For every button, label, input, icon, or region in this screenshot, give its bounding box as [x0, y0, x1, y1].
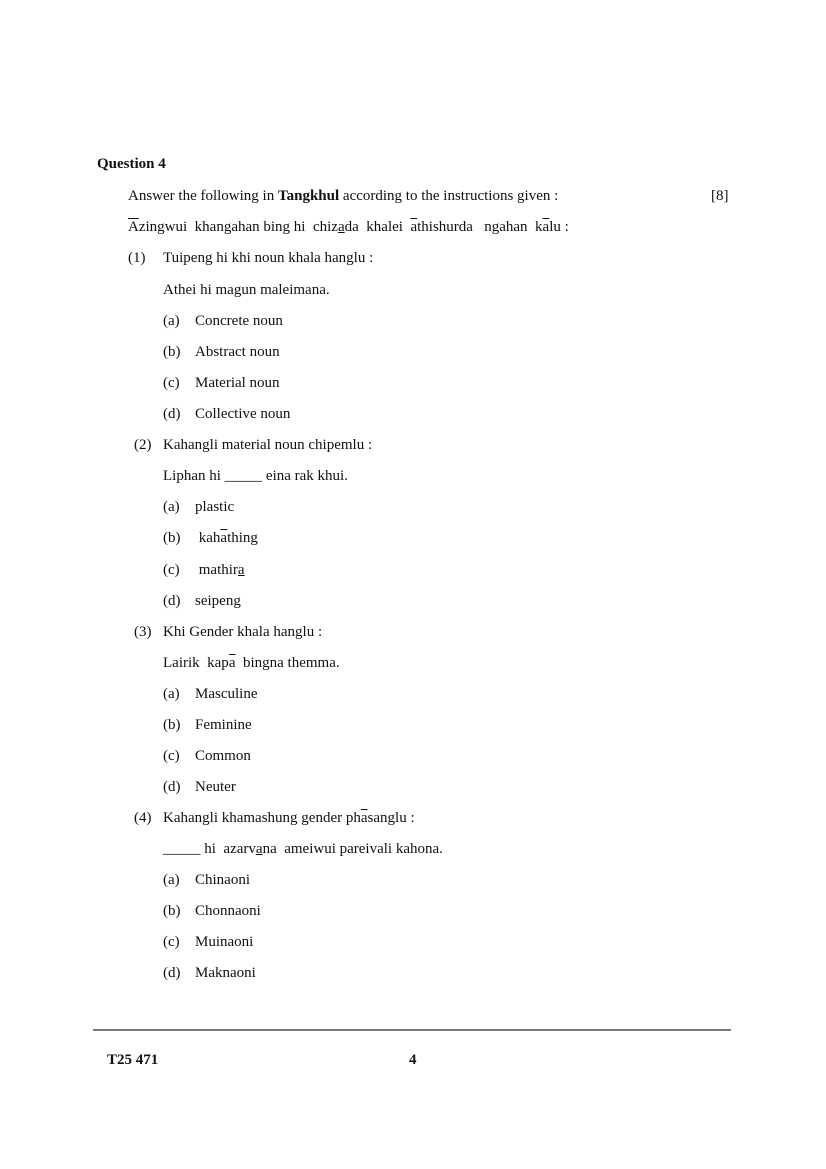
sentence-part: na ameiwui pareivali kahona. [262, 841, 443, 857]
option-letter: (a) [163, 686, 180, 702]
sub-instruction-text: thishurda ngahan k [417, 219, 543, 235]
option-text [195, 529, 258, 547]
option-text: Feminine [195, 717, 252, 733]
option-text: Maknaoni [195, 965, 256, 981]
option-text-part: mathir [195, 562, 238, 578]
footer-code: T25 471 [107, 1052, 159, 1068]
macron-letter: $\overline{a}$ [410, 219, 418, 235]
item-sentence [163, 654, 340, 672]
option-letter: (c) [163, 748, 180, 764]
option-text-part: thing [227, 530, 258, 546]
option-letter: (c) [163, 375, 180, 391]
item-sentence: Liphan hi _____ eina rak khui. [163, 468, 348, 484]
sub-instruction-text: zingwui khangahan bing hi chiz [138, 219, 338, 235]
option-text: plastic [195, 499, 235, 515]
option-letter: (b) [163, 530, 181, 546]
option-letter: (d) [163, 779, 181, 795]
item-number: (4) [134, 810, 152, 826]
option-letter: (a) [163, 313, 180, 329]
option-letter: (a) [163, 499, 180, 515]
item-prompt: Kahangli material noun chipemlu : [163, 437, 373, 453]
option-text: Muinaoni [195, 934, 254, 950]
sentence-part: bingna themma. [235, 655, 340, 671]
item-prompt: Khi Gender khala hanglu : [163, 624, 323, 640]
option-letter: (d) [163, 965, 181, 981]
sub-instruction-text: da khalei [344, 219, 411, 235]
macron-letter: $\overline{a}$ [220, 530, 228, 546]
instruction-text-end: according to the instructions given : [339, 188, 559, 204]
instruction-language: Tangkhul [277, 188, 340, 204]
option-text: Concrete noun [195, 313, 283, 329]
option-text: seipeng [195, 593, 241, 609]
option-letter: (c) [163, 562, 180, 578]
item-number: (3) [134, 624, 152, 640]
option-text: Material noun [195, 375, 280, 391]
item-sentence: Athei hi magun maleimana. [163, 282, 330, 298]
question-heading: Question 4 [97, 156, 166, 172]
option-letter: (d) [163, 406, 181, 422]
option-text: Chinaoni [195, 872, 250, 888]
option-letter: (b) [163, 344, 181, 360]
instruction-text: Answer the following in [128, 188, 278, 204]
option-text-part: kah [195, 530, 221, 546]
option-text: Neuter [195, 779, 236, 795]
item-number: (2) [134, 437, 152, 453]
instruction-line [128, 187, 558, 205]
option-text: Masculine [195, 686, 258, 702]
macron-letter: $\overline{A}$ [128, 219, 139, 235]
sub-instruction-text: lu : [549, 219, 569, 235]
underlined-letter: a [337, 219, 345, 235]
option-text: Collective noun [195, 406, 291, 422]
option-letter: (d) [163, 593, 181, 609]
option-text: Common [195, 748, 251, 764]
marks-label: [8] [711, 188, 729, 204]
option-letter: (a) [163, 872, 180, 888]
underlined-letter: a [237, 562, 245, 578]
item-number: (1) [128, 250, 146, 266]
item-sentence [163, 840, 443, 858]
page-number: 4 [409, 1052, 417, 1068]
macron-letter: $\overline{a}$ [228, 655, 236, 671]
footer-divider [93, 1029, 731, 1031]
macron-letter: $\overline{a}$ [542, 219, 550, 235]
prompt-part: Kahangli khamashung gender ph [163, 810, 361, 826]
option-text: Chonnaoni [195, 903, 261, 919]
sentence-part: _____ hi azarv [163, 841, 256, 857]
underlined-letter: a [255, 841, 263, 857]
option-text: Abstract noun [195, 344, 280, 360]
prompt-part: sanglu : [367, 810, 415, 826]
option-letter: (c) [163, 934, 180, 950]
option-letter: (b) [163, 717, 181, 733]
sub-instruction [128, 218, 569, 236]
option-text [195, 561, 245, 579]
sentence-part: Lairik kap [163, 655, 229, 671]
item-prompt [163, 809, 415, 827]
item-prompt: Tuipeng hi khi noun khala hanglu : [163, 250, 374, 266]
macron-letter: $\overline{a}$ [360, 810, 368, 826]
option-letter: (b) [163, 903, 181, 919]
